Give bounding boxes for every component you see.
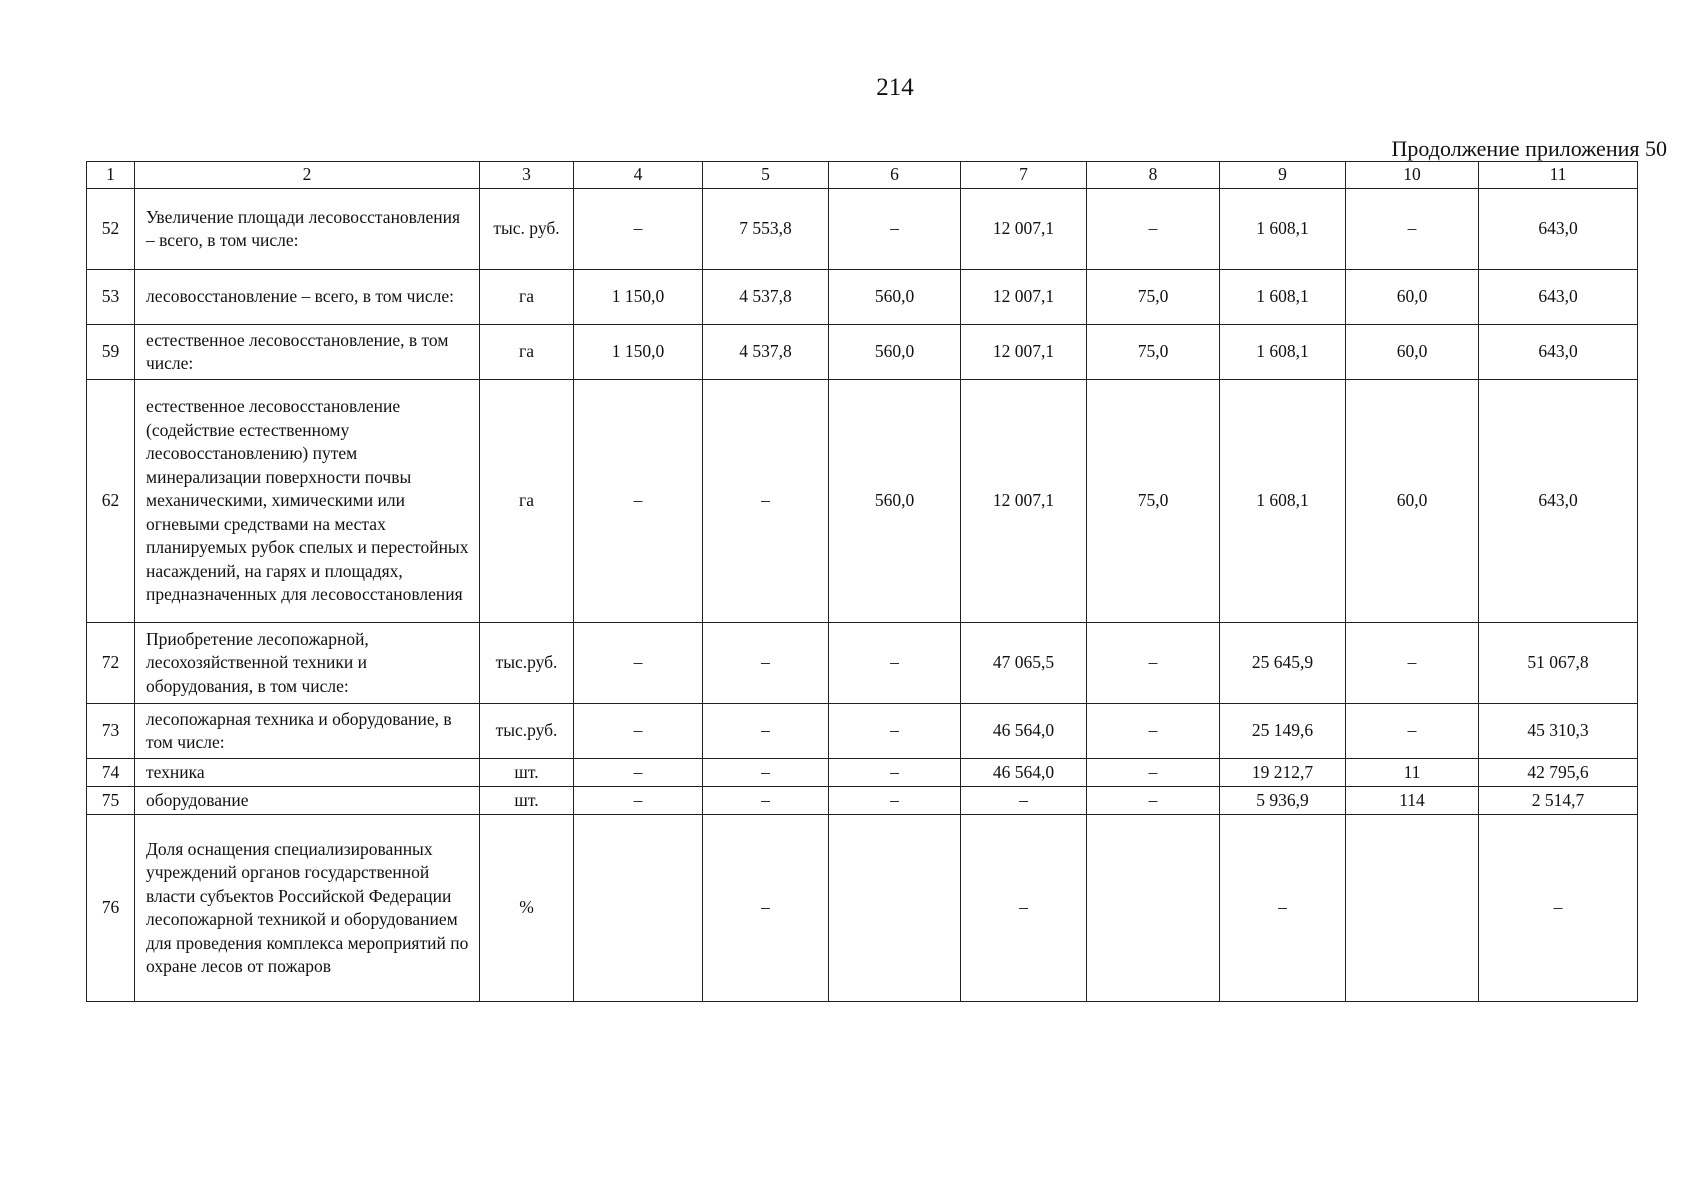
table-cell (829, 815, 961, 1002)
table-cell (574, 815, 703, 1002)
table-cell: 4 537,8 (703, 270, 829, 325)
row-description: Увеличение площади лесовосстановления – всего, в том числе: (135, 189, 480, 270)
table-cell: – (961, 815, 1087, 1002)
table-cell: 60,0 (1346, 325, 1479, 380)
table-row (87, 759, 1638, 787)
column-header: 8 (1087, 162, 1220, 189)
table-cell: – (574, 704, 703, 759)
table-cell: 60,0 (1346, 380, 1479, 623)
table-cell: – (829, 787, 961, 815)
table-cell: 2 514,7 (1479, 787, 1638, 815)
table-cell: – (829, 759, 961, 787)
table-cell: 643,0 (1479, 270, 1638, 325)
table-cell: – (703, 787, 829, 815)
continuation-label: Продолжение приложения 50 (1391, 136, 1667, 161)
row-unit: шт. (480, 787, 574, 815)
row-unit: % (480, 815, 574, 1002)
table-cell: 643,0 (1479, 380, 1638, 623)
table-cell: – (1087, 704, 1220, 759)
table-cell: 46 564,0 (961, 704, 1087, 759)
table-cell: 1 608,1 (1220, 325, 1346, 380)
table-row (87, 270, 1638, 325)
row-description: Приобретение лесопожарной, лесохозяйственной техники и оборудования, в том числе: (135, 623, 480, 704)
column-header: 11 (1479, 162, 1638, 189)
table-cell: – (574, 623, 703, 704)
table-cell: 4 537,8 (703, 325, 829, 380)
table-cell: 25 149,6 (1220, 704, 1346, 759)
row-unit: га (480, 380, 574, 623)
row-number: 76 (87, 815, 135, 1002)
row-unit: га (480, 325, 574, 380)
table-cell: – (961, 787, 1087, 815)
table-cell: – (574, 189, 703, 270)
row-number: 72 (87, 623, 135, 704)
row-number: 74 (87, 759, 135, 787)
row-description: лесопожарная техника и оборудование, в том числе: (135, 704, 480, 759)
table-cell: 75,0 (1087, 325, 1220, 380)
table-row (87, 704, 1638, 759)
table-cell: 11 (1346, 759, 1479, 787)
table-cell: 75,0 (1087, 380, 1220, 623)
table-row (87, 189, 1638, 270)
table-cell: 47 065,5 (961, 623, 1087, 704)
column-header: 2 (135, 162, 480, 189)
row-unit: га (480, 270, 574, 325)
header-row (87, 162, 1638, 189)
table-cell: 45 310,3 (1479, 704, 1638, 759)
table-cell (1087, 815, 1220, 1002)
table-cell: 5 936,9 (1220, 787, 1346, 815)
table-cell: 12 007,1 (961, 189, 1087, 270)
table-cell: – (703, 815, 829, 1002)
column-header: 10 (1346, 162, 1479, 189)
table-cell (1346, 815, 1479, 1002)
table-cell: – (1220, 815, 1346, 1002)
table-row (87, 623, 1638, 704)
table-row (87, 815, 1638, 1002)
table-cell: – (703, 759, 829, 787)
row-number: 73 (87, 704, 135, 759)
table-cell: 1 608,1 (1220, 380, 1346, 623)
table-cell: 560,0 (829, 270, 961, 325)
table-cell: – (1087, 189, 1220, 270)
table-cell: – (574, 759, 703, 787)
table-cell: 42 795,6 (1479, 759, 1638, 787)
row-number: 59 (87, 325, 135, 380)
page-number: 214 (876, 74, 914, 101)
table-cell: 19 212,7 (1220, 759, 1346, 787)
table-cell: 114 (1346, 787, 1479, 815)
row-unit: тыс.руб. (480, 623, 574, 704)
table-cell: – (1479, 815, 1638, 1002)
row-number: 52 (87, 189, 135, 270)
table-row (87, 787, 1638, 815)
table-cell: 1 150,0 (574, 325, 703, 380)
table-cell: 643,0 (1479, 189, 1638, 270)
table-cell: 560,0 (829, 325, 961, 380)
table-cell: 60,0 (1346, 270, 1479, 325)
table-cell: 1 608,1 (1220, 189, 1346, 270)
table-cell: – (829, 189, 961, 270)
column-header: 3 (480, 162, 574, 189)
table-cell: – (1087, 787, 1220, 815)
column-header: 1 (87, 162, 135, 189)
table-cell: – (1087, 623, 1220, 704)
table-cell: – (574, 787, 703, 815)
table-cell: – (1087, 759, 1220, 787)
row-description: Доля оснащения специализированных учреждений органов государственной власти субъектов Российской Федерации лесопожарной техникой и оборудованием для проведения комплекса мероприятий по охране лесов от пожаров (135, 815, 480, 1002)
table-cell: – (1346, 704, 1479, 759)
row-unit: тыс.руб. (480, 704, 574, 759)
column-header: 7 (961, 162, 1087, 189)
column-header: 5 (703, 162, 829, 189)
table-cell: 1 608,1 (1220, 270, 1346, 325)
table-cell: 75,0 (1087, 270, 1220, 325)
column-header: 4 (574, 162, 703, 189)
row-number: 62 (87, 380, 135, 623)
column-header: 9 (1220, 162, 1346, 189)
row-number: 75 (87, 787, 135, 815)
table-cell: 12 007,1 (961, 380, 1087, 623)
row-description: естественное лесовосстановление (содействие естественному лесовосстановлению) путем минерализации поверхности почвы механическими, химическими или огневыми средствами на местах планируемых рубок спелых и перестойных насаждений, на гарях и площадях, предназначенных для лесовосстановления (135, 380, 480, 623)
table-cell: 560,0 (829, 380, 961, 623)
table-cell: 12 007,1 (961, 325, 1087, 380)
row-number: 53 (87, 270, 135, 325)
table-cell: 643,0 (1479, 325, 1638, 380)
row-description: естественное лесовосстановление, в том числе: (135, 325, 480, 380)
row-description: техника (135, 759, 480, 787)
table-cell: 25 645,9 (1220, 623, 1346, 704)
table-cell: – (703, 623, 829, 704)
table-row (87, 380, 1638, 623)
row-unit: тыс. руб. (480, 189, 574, 270)
table-cell: – (1346, 189, 1479, 270)
table-cell: – (1346, 623, 1479, 704)
table-row (87, 325, 1638, 380)
table-cell: 1 150,0 (574, 270, 703, 325)
table-cell: 7 553,8 (703, 189, 829, 270)
row-unit: шт. (480, 759, 574, 787)
row-description: лесовосстановление – всего, в том числе: (135, 270, 480, 325)
data-table (86, 161, 1638, 1002)
table-cell: – (703, 380, 829, 623)
table-cell: – (574, 380, 703, 623)
table-cell: – (829, 623, 961, 704)
table-cell: 46 564,0 (961, 759, 1087, 787)
table-cell: 12 007,1 (961, 270, 1087, 325)
row-description: оборудование (135, 787, 480, 815)
table-cell: – (703, 704, 829, 759)
column-header: 6 (829, 162, 961, 189)
table-cell: – (829, 704, 961, 759)
table-cell: 51 067,8 (1479, 623, 1638, 704)
